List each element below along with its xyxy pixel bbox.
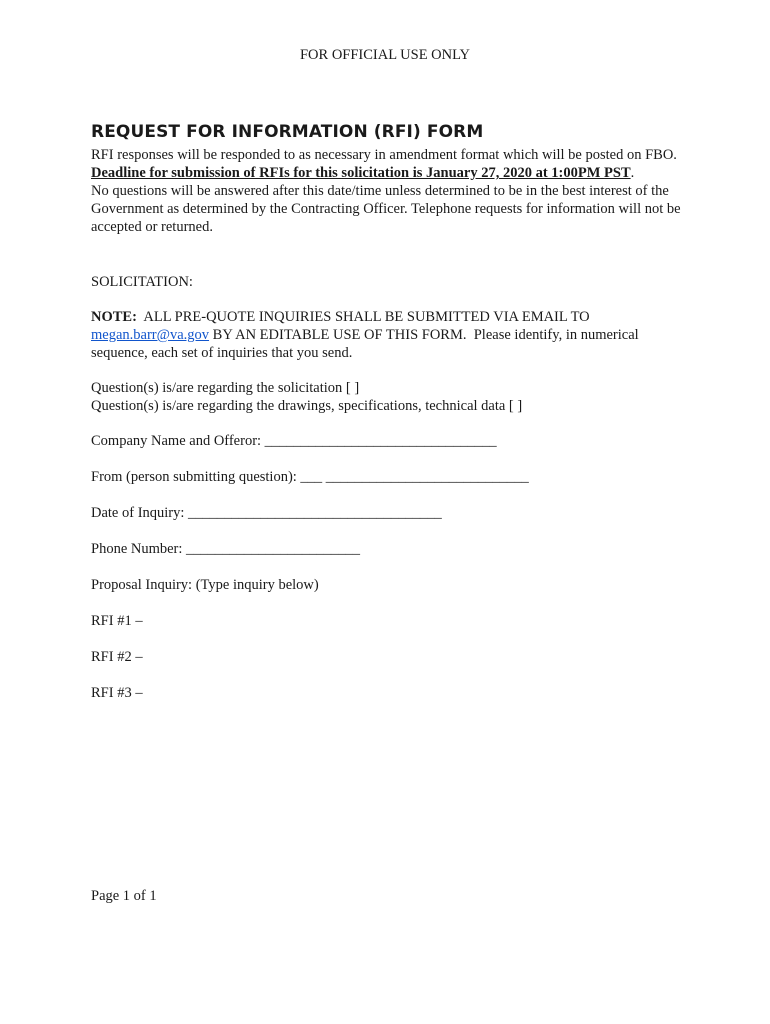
from-field[interactable]: From (person submitting question): ___ ____________________________ (91, 469, 529, 485)
note-text-1: ALL PRE-QUOTE INQUIRIES SHALL BE SUBMITTED VIA EMAIL TO (136, 309, 590, 325)
note-text-2: BY AN EDITABLE USE OF THIS FORM. Please identify, in numerical sequence, each set of inquiries that you send. (91, 327, 643, 361)
question-solicitation-checkbox[interactable]: Question(s) is/are regarding the solicitation [ ] (91, 380, 360, 396)
rfi-item-1[interactable]: RFI #1 – (91, 613, 143, 629)
deadline-period: . (630, 165, 635, 181)
rfi-item-3[interactable]: RFI #3 – (91, 685, 143, 701)
note-label: NOTE: (91, 309, 137, 325)
page-number: Page 1 of 1 (91, 888, 157, 904)
rfi-item-2[interactable]: RFI #2 – (91, 649, 143, 665)
form-content (91, 122, 681, 720)
classification-banner: FOR OFFICIAL USE ONLY (299, 47, 470, 63)
solicitation-label: SOLICITATION: (91, 274, 193, 290)
email-link[interactable]: megan.barr@va.gov (91, 327, 210, 343)
date-of-inquiry-field[interactable]: Date of Inquiry: ___________________________________ (91, 505, 442, 521)
intro-paragraph: RFI responses will be responded to as necessary in amendment format which will be posted on FBO. (91, 147, 677, 163)
form-title: REQUEST FOR INFORMATION (RFI) FORM (91, 122, 484, 142)
deadline-text: Deadline for submission of RFIs for this solicitation is January 27, 2020 at 1:00PM PST (91, 165, 631, 181)
phone-number-field[interactable]: Phone Number: ________________________ (91, 541, 361, 557)
policy-paragraph: No questions will be answered after this date/time unless determined to be in the best interest of the Government as determined by the Contracting Officer. Telephone requests for information will not be accepted or returned. (91, 183, 681, 235)
note-paragraph (91, 308, 681, 362)
question-drawings-checkbox[interactable]: Question(s) is/are regarding the drawings, specifications, technical data [ ] (91, 398, 523, 414)
company-name-field[interactable]: Company Name and Offeror: ________________________________ (91, 433, 497, 449)
proposal-inquiry-label: Proposal Inquiry: (Type inquiry below) (91, 577, 319, 593)
deadline-paragraph (91, 164, 681, 182)
